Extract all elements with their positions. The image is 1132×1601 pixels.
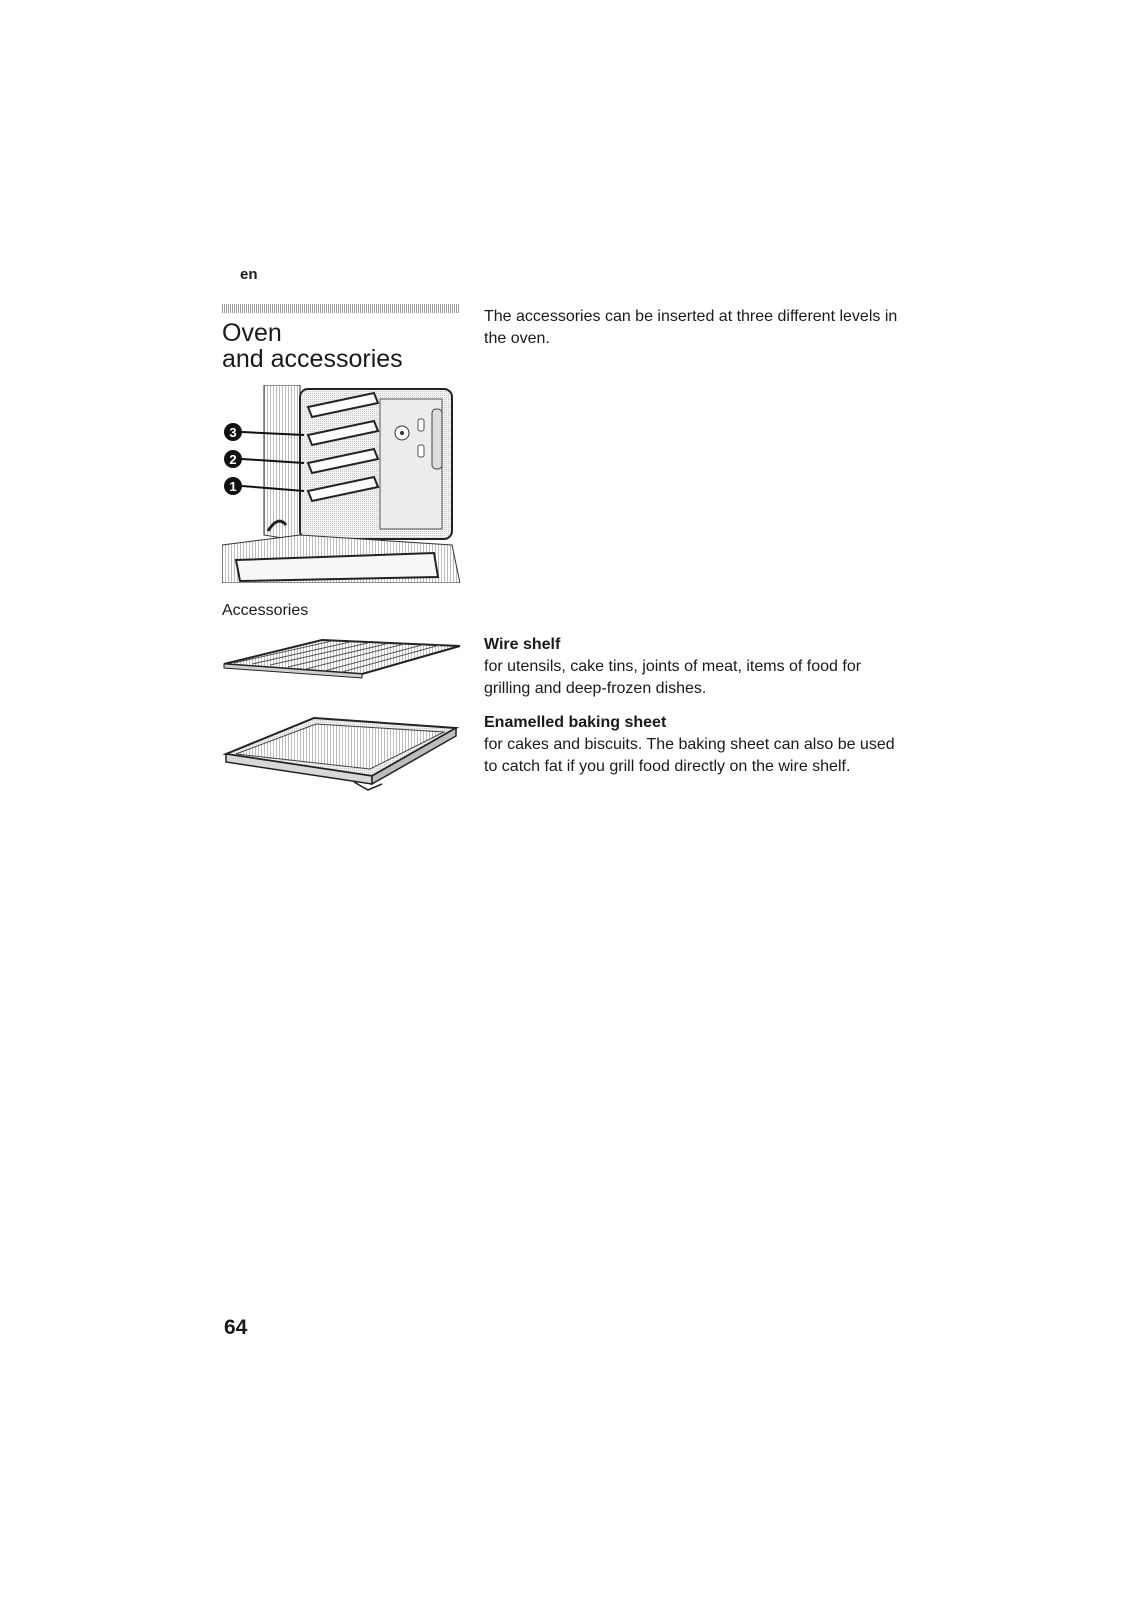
section-title <box>222 320 403 372</box>
title-line-2: and accessories <box>222 345 403 373</box>
accessories-heading: Accessories <box>222 602 309 619</box>
baking-sheet-description: for cakes and biscuits. The baking sheet can also be used to catch fat if you grill food directly on the wire shelf. <box>484 736 895 775</box>
wire-shelf-description: for utensils, cake tins, joints of meat, items of food for grilling and deep-frozen dishes. <box>484 658 862 697</box>
wire-shelf-illustration <box>222 634 462 680</box>
wire-shelf-item <box>484 634 904 700</box>
level-2-label: 2 <box>229 452 237 467</box>
level-3-label: 3 <box>229 425 237 440</box>
language-code: en <box>240 266 258 283</box>
title-line-1: Oven <box>222 319 282 347</box>
oven-interior-illustration <box>222 385 460 583</box>
baking-sheet-title: Enamelled baking sheet <box>484 714 667 731</box>
baking-sheet-illustration <box>222 714 462 794</box>
level-1-label: 1 <box>229 479 237 494</box>
baking-sheet-item <box>484 712 904 778</box>
wire-shelf-title: Wire shelf <box>484 636 561 653</box>
section-rule <box>222 304 460 313</box>
page-number: 64 <box>224 1316 248 1339</box>
intro-text: The accessories can be inserted at three different levels in the oven. <box>484 308 898 347</box>
